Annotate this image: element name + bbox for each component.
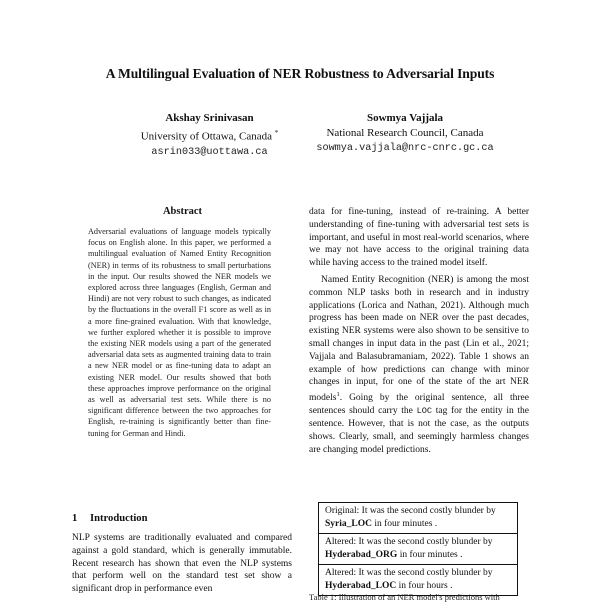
example-row-altered-1: Altered: It was the second costly blunder by Hyderabad_ORG in four minutes . (319, 534, 517, 565)
abstract-heading: Abstract (162, 206, 203, 217)
affiliation-footnote-mark: * (274, 129, 279, 137)
introduction-text: NLP systems are traditionally evaluated and compared against a gold standard, which is generally immutable. Recent research has shown that even the NLP systems that perform well on the standard test set show a significant drop in performance even (72, 533, 292, 595)
entity-label: Hyderabad_LOC (325, 580, 397, 591)
author-email[interactable]: asrin033@uottawa.ca (151, 146, 268, 158)
loc-tag: LOC (416, 406, 433, 417)
author-affiliation: National Research Council, Canada (326, 127, 484, 139)
example-row-original: Original: It was the second costly blunder by Syria_LOC in four minutes . (319, 503, 517, 534)
table-caption: Table 1: Illustration of an NER model's predictions with (309, 592, 500, 602)
footnote-ref[interactable]: 1 (336, 391, 340, 399)
author-name: Sowmya Vajjala (366, 112, 444, 124)
author-block-2 (295, 111, 515, 156)
author-affiliation: University of Ottawa, Canada * (140, 129, 279, 143)
paper-title: A Multilingual Evaluation of NER Robustness to Adversarial Inputs (105, 66, 495, 81)
section-title: Introduction (90, 513, 148, 524)
paragraph-finetuning: data for fine-tuning, instead of re-training. A better understanding of fine-tuning with adversarial test sets is important, and useful in most real-world scenarios, where we may not have access to the original training data while having access to the trained model itself. (309, 207, 529, 269)
paragraph-ner: Named Entity Recognition (NER) is among the most common NLP tasks both in research and in industry applications (Lorica and Nathan, 2021). Although much progress has been made on NER over the past decades, existing NER systems were also shown to be sensitive to small changes in input data in the past (Lin et al., 2021; Vajjala and Balasubramaniam, 2022). Table 1 shows an example of how predictions can change with minor changes in input, for one of the state of the art NER models$^1$. Going by the original sentence, all three sentences should carry the LOC tag for the entity in the sentence. However, that is not the case, as the outputs shows. Clearly, small, and seemingly harmless changes are changing model predictions. (309, 274, 530, 455)
author-email[interactable]: sowmya.vajjala@nrc-cnrc.gc.ca (316, 143, 494, 154)
example-row-altered-2: Altered: It was the second costly blunder by Hyderabad_LOC in four hours . (325, 568, 493, 591)
section-heading-introduction (72, 513, 148, 524)
example-table (318, 502, 518, 596)
section-number: 1 (72, 513, 78, 524)
author-block-1 (112, 111, 307, 160)
right-column-text (309, 206, 529, 456)
author-name: Akshay Srinivasan (165, 112, 254, 124)
entity-label: Syria_LOC (325, 518, 372, 529)
abstract-text: Adversarial evaluations of language models typically focus on English alone. In this paper, we performed a multilingual evaluation of Named Entity Recognition (NER) in terms of its robustness to small perturbations in the input. Our results showed the NER models we explored across three languages (English, German and Hindi) are not very robust to such changes, as indicated by the fluctuations in the overall F1 score as well as in a more fine-grained evaluation. With that knowledge, we further explored whether it is possible to improve the existing NER models using a part of the generated adversarial data sets as augmented training data to train a new NER model or as fine-tuning data to adapt an existing NER model. Our results showed that both these approaches improve performance on the original as well as adversarial test sets. While there is no significant difference between the two approaches for English, re-training is significantly better than fine-tuning for German and Hindi. (88, 227, 271, 438)
entity-label: Hyderabad_ORG (325, 549, 398, 560)
